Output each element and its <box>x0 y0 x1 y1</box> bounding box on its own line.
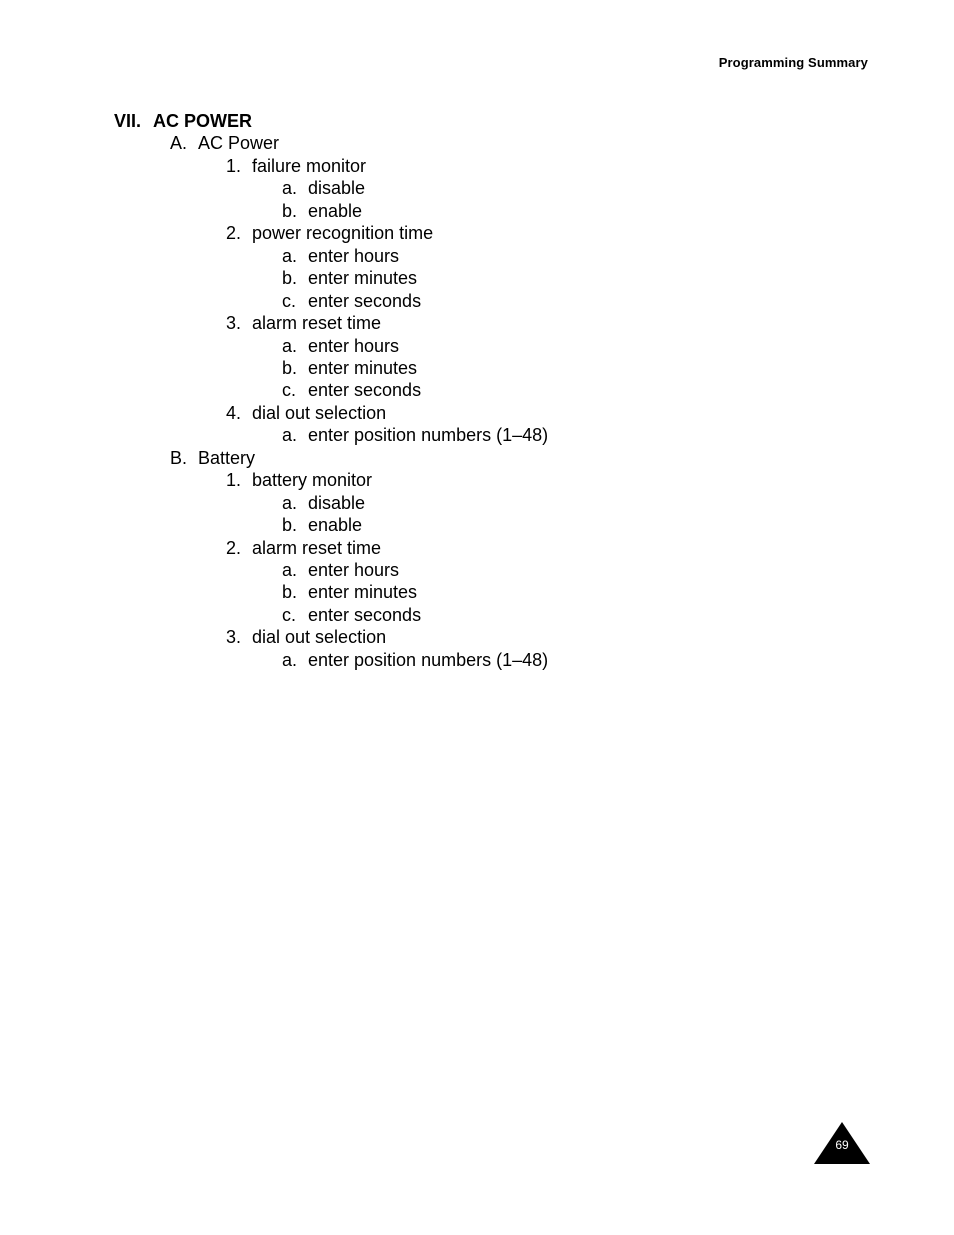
outline-item-level-3 <box>282 290 421 312</box>
outline-item-marker: a. <box>282 178 298 199</box>
outline-item-level-3 <box>282 200 362 222</box>
outline-item-text: AC POWER <box>153 111 252 131</box>
running-header: Programming Summary <box>718 55 868 70</box>
outline-item-marker: a. <box>282 560 298 580</box>
outline-item-text: battery monitor <box>252 470 373 491</box>
outline-item-level-3 <box>282 649 548 671</box>
outline-item-text: failure monitor <box>252 155 367 176</box>
outline-item-level-3 <box>282 379 421 401</box>
outline-item-text: enter seconds <box>308 604 422 625</box>
outline-item-text: enable <box>308 200 363 221</box>
outline-item-text: enter position numbers (1–48) <box>308 649 549 670</box>
outline-item-level-3 <box>282 492 365 514</box>
outline-item-marker: c. <box>282 380 297 401</box>
outline-item-level-2 <box>226 537 381 559</box>
outline-item-text: Battery <box>198 447 256 468</box>
outline-item-level-3 <box>282 581 417 603</box>
outline-item-text: alarm reset time <box>252 537 382 558</box>
outline-item-text: disable <box>308 178 366 199</box>
outline-item-marker: 4. <box>226 402 242 423</box>
outline-item-text: alarm reset time <box>252 313 382 334</box>
outline-item-text: enter minutes <box>308 357 418 378</box>
outline-item-level-2 <box>226 312 381 334</box>
outline-item-marker: 2. <box>226 223 242 244</box>
outline-item-marker: b. <box>282 515 298 536</box>
outline-item-marker: b. <box>282 268 298 289</box>
outline-item-text: enter position numbers (1–48) <box>308 425 549 446</box>
outline-item-level-3 <box>282 267 417 289</box>
outline-item-level-3 <box>282 245 399 267</box>
outline-item-text: dial out selection <box>252 402 387 423</box>
outline-item-level-1 <box>170 447 255 469</box>
outline-item-text: disable <box>308 492 366 513</box>
outline-item-text: AC Power <box>198 133 280 154</box>
outline-item-level-0 <box>114 110 252 132</box>
outline-item-level-2 <box>226 155 366 177</box>
outline-item-marker: 1. <box>226 470 242 491</box>
outline-item-level-3 <box>282 424 548 446</box>
outline-item-marker: 3. <box>226 627 242 648</box>
outline-item-marker: b. <box>282 200 298 221</box>
outline-item-marker: c. <box>282 604 297 625</box>
outline-item-level-2 <box>226 469 372 491</box>
outline-item-marker: 2. <box>226 537 242 558</box>
outline-item-text: enter seconds <box>308 380 422 401</box>
outline-item-text: dial out selection <box>252 627 387 648</box>
outline-item-level-3 <box>282 559 399 581</box>
outline-item-text: enter minutes <box>308 582 418 603</box>
outline-item-marker: B. <box>170 447 188 468</box>
page-number: 69 <box>835 1138 849 1152</box>
outline-item-marker: a. <box>282 492 298 513</box>
page-number-tab <box>813 1122 871 1164</box>
outline-item-level-2 <box>226 222 433 244</box>
outline-item-level-3 <box>282 514 362 536</box>
outline-item-level-3 <box>282 335 399 357</box>
outline-item-text: enter hours <box>308 335 400 356</box>
outline-item-marker: a. <box>282 335 298 356</box>
outline-item-marker: 3. <box>226 313 242 334</box>
outline-item-text: power recognition time <box>252 223 434 244</box>
outline-item-level-3 <box>282 604 421 626</box>
outline-item-text: enter minutes <box>308 268 418 289</box>
outline-item-marker: a. <box>282 649 298 670</box>
outline-item-text: enter hours <box>308 245 400 266</box>
outline-item-marker: a. <box>282 245 298 266</box>
outline-item-marker: 1. <box>226 155 242 176</box>
outline-item-marker: a. <box>282 425 298 446</box>
outline-item-level-1 <box>170 132 279 154</box>
outline-item-text: enter hours <box>308 560 400 580</box>
outline-item-marker: b. <box>282 582 298 603</box>
outline-item-marker: A. <box>170 133 188 154</box>
outline-item-marker: b. <box>282 357 298 378</box>
outline-item-level-3 <box>282 177 365 199</box>
outline-item-marker: c. <box>282 290 297 311</box>
outline-item-text: enter seconds <box>308 290 422 311</box>
outline-item-text: enable <box>308 515 363 536</box>
outline-item-marker: VII. <box>114 111 142 131</box>
outline-item-level-3 <box>282 357 417 379</box>
outline-item-level-2 <box>226 626 386 648</box>
outline-item-level-2 <box>226 402 386 424</box>
